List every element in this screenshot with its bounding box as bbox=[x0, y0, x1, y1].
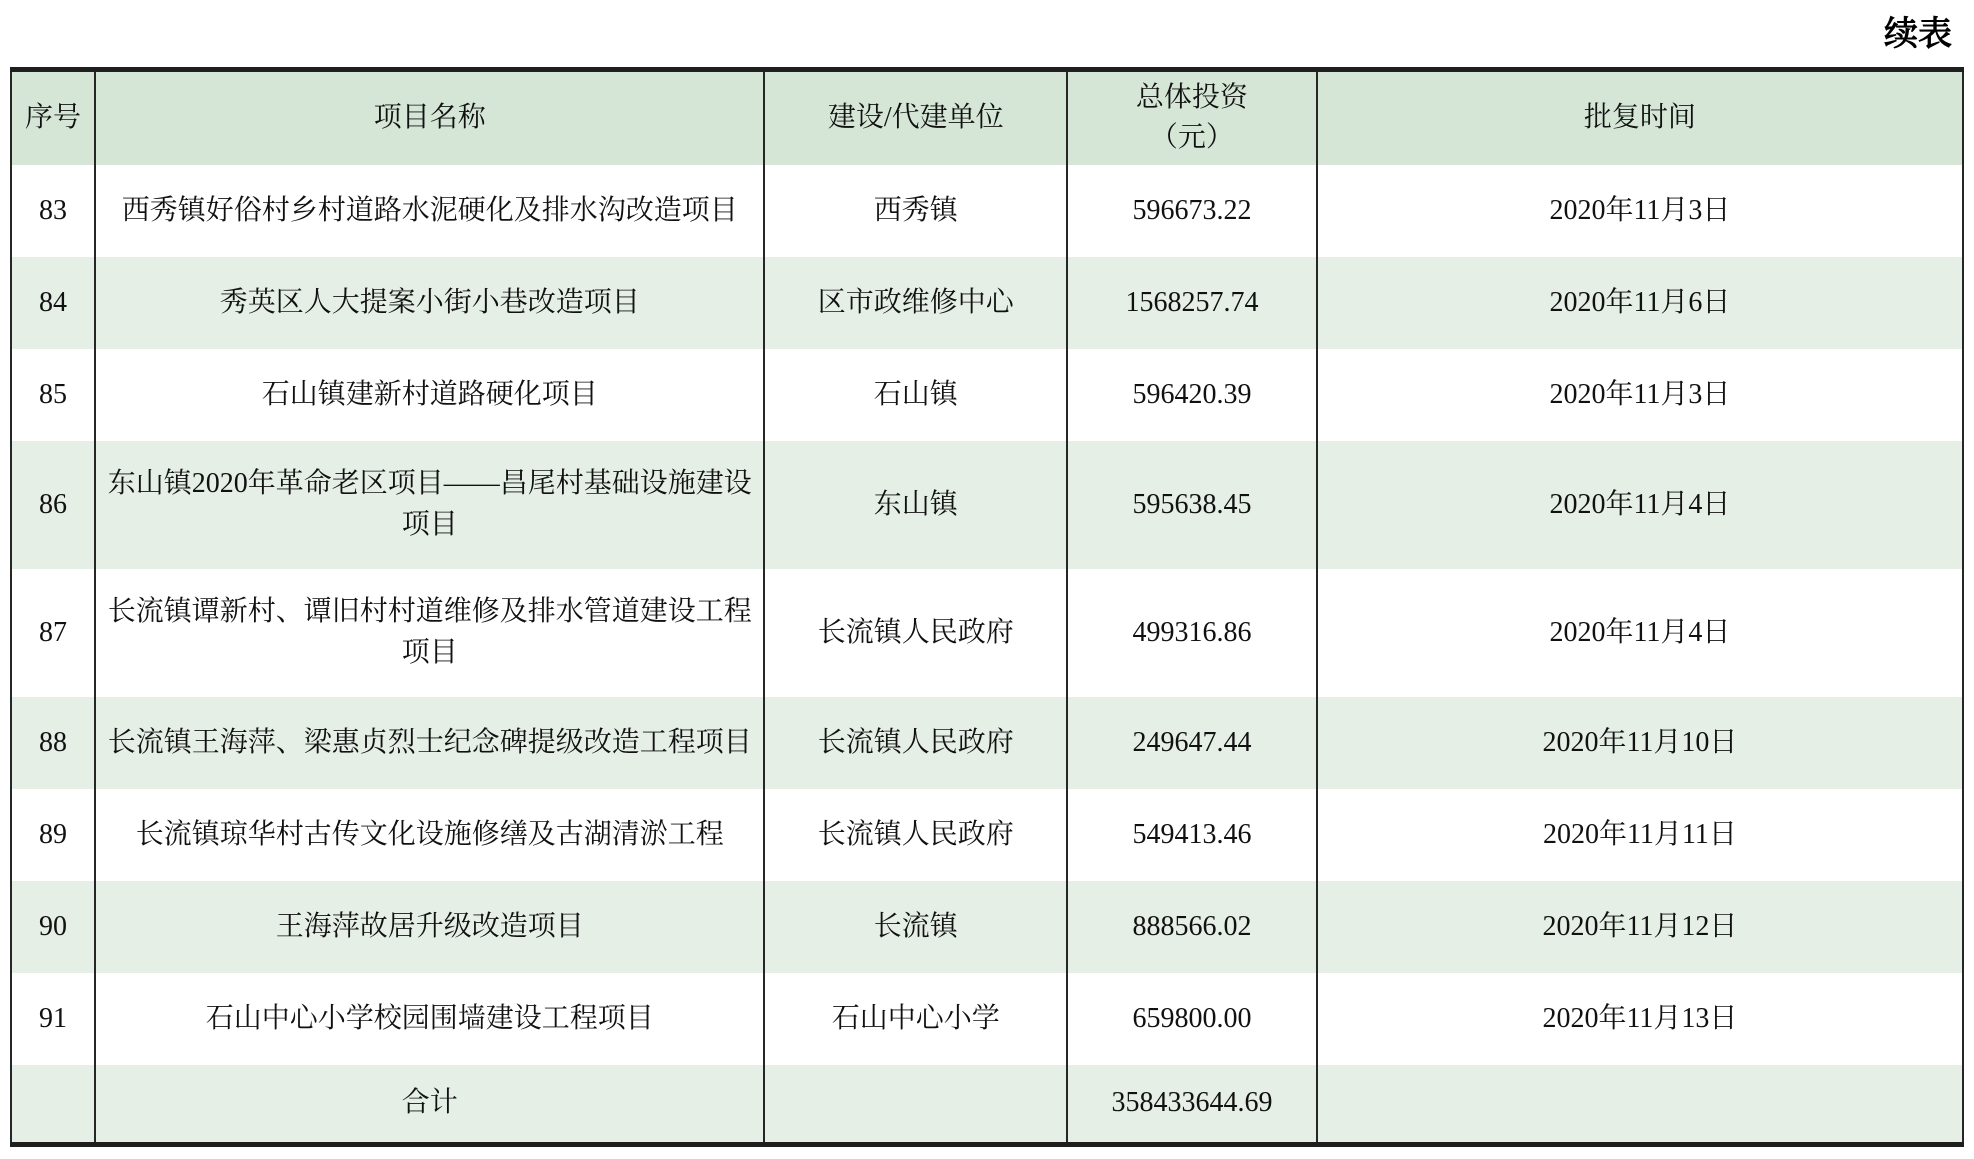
cell-date: 2020年11月4日 bbox=[1317, 441, 1963, 569]
col-header-investment-line1: 总体投资 bbox=[1135, 81, 1248, 113]
cell-unit: 长流镇人民政府 bbox=[764, 569, 1067, 697]
table-body bbox=[11, 165, 1963, 1145]
table-header bbox=[11, 69, 1963, 165]
cell-investment: 596673.22 bbox=[1067, 165, 1317, 257]
cell-seq: 90 bbox=[11, 881, 95, 973]
cell-investment: 595638.45 bbox=[1067, 441, 1317, 569]
cell-unit: 区市政维修中心 bbox=[764, 257, 1067, 349]
cell-unit: 东山镇 bbox=[764, 441, 1067, 569]
cell-seq: 85 bbox=[11, 349, 95, 441]
cell-investment: 888566.02 bbox=[1067, 881, 1317, 973]
table-row-85 bbox=[11, 349, 1963, 441]
cell-investment: 249647.44 bbox=[1067, 697, 1317, 789]
cell-project: 石山中心小学校园围墙建设工程项目 bbox=[95, 973, 765, 1065]
cell-unit: 长流镇 bbox=[764, 881, 1067, 973]
cell-investment: 1568257.74 bbox=[1067, 257, 1317, 349]
total-cell-unit bbox=[764, 1065, 1067, 1145]
table-row-88 bbox=[11, 697, 1963, 789]
cell-seq: 87 bbox=[11, 569, 95, 697]
table-continued-label: 续表 bbox=[1884, 15, 1952, 53]
cell-date: 2020年11月6日 bbox=[1317, 257, 1963, 349]
cell-date: 2020年11月3日 bbox=[1317, 349, 1963, 441]
table-row-90 bbox=[11, 881, 1963, 973]
cell-seq: 88 bbox=[11, 697, 95, 789]
cell-project: 长流镇王海萍、梁惠贞烈士纪念碑提级改造工程项目 bbox=[95, 697, 765, 789]
cell-unit: 长流镇人民政府 bbox=[764, 697, 1067, 789]
cell-investment: 596420.39 bbox=[1067, 349, 1317, 441]
table-row-91 bbox=[11, 973, 1963, 1065]
cell-seq: 84 bbox=[11, 257, 95, 349]
cell-seq: 83 bbox=[11, 165, 95, 257]
total-cell-investment: 358433644.69 bbox=[1067, 1065, 1317, 1145]
cell-unit: 西秀镇 bbox=[764, 165, 1067, 257]
cell-project: 长流镇谭新村、谭旧村村道维修及排水管道建设工程项目 bbox=[95, 569, 765, 697]
col-header-date: 批复时间 bbox=[1317, 69, 1963, 165]
total-row bbox=[11, 1065, 1963, 1145]
cell-project: 东山镇2020年革命老区项目——昌尾村基础设施建设项目 bbox=[95, 441, 765, 569]
cell-date: 2020年11月13日 bbox=[1317, 973, 1963, 1065]
col-header-unit: 建设/代建单位 bbox=[764, 69, 1067, 165]
cell-unit: 长流镇人民政府 bbox=[764, 789, 1067, 881]
total-cell-label: 合计 bbox=[95, 1065, 765, 1145]
cell-seq: 91 bbox=[11, 973, 95, 1065]
cell-unit: 石山镇 bbox=[764, 349, 1067, 441]
cell-seq: 89 bbox=[11, 789, 95, 881]
col-header-investment bbox=[1067, 69, 1317, 165]
cell-investment: 499316.86 bbox=[1067, 569, 1317, 697]
cell-date: 2020年11月3日 bbox=[1317, 165, 1963, 257]
cell-date: 2020年11月10日 bbox=[1317, 697, 1963, 789]
table-row-89 bbox=[11, 789, 1963, 881]
cell-project: 秀英区人大提案小街小巷改造项目 bbox=[95, 257, 765, 349]
col-header-investment-line2: （元） bbox=[1149, 122, 1234, 154]
header-row bbox=[11, 69, 1963, 165]
cell-investment: 659800.00 bbox=[1067, 973, 1317, 1065]
col-header-seq: 序号 bbox=[11, 69, 95, 165]
total-cell-date bbox=[1317, 1065, 1963, 1145]
cell-project: 长流镇琼华村古传文化设施修缮及古湖清淤工程 bbox=[95, 789, 765, 881]
cell-project: 王海萍故居升级改造项目 bbox=[95, 881, 765, 973]
cell-date: 2020年11月12日 bbox=[1317, 881, 1963, 973]
cell-seq: 86 bbox=[11, 441, 95, 569]
cell-date: 2020年11月4日 bbox=[1317, 569, 1963, 697]
cell-investment: 549413.46 bbox=[1067, 789, 1317, 881]
col-header-project: 项目名称 bbox=[95, 69, 765, 165]
table-row-84 bbox=[11, 257, 1963, 349]
cell-unit: 石山中心小学 bbox=[764, 973, 1067, 1065]
table-row-86 bbox=[11, 441, 1963, 569]
table-row-83 bbox=[11, 165, 1963, 257]
total-cell-seq bbox=[11, 1065, 95, 1145]
cell-project: 石山镇建新村道路硬化项目 bbox=[95, 349, 765, 441]
projects-table bbox=[10, 67, 1964, 1148]
cell-project: 西秀镇好俗村乡村道路水泥硬化及排水沟改造项目 bbox=[95, 165, 765, 257]
table-row-87 bbox=[11, 569, 1963, 697]
cell-date: 2020年11月11日 bbox=[1317, 789, 1963, 881]
